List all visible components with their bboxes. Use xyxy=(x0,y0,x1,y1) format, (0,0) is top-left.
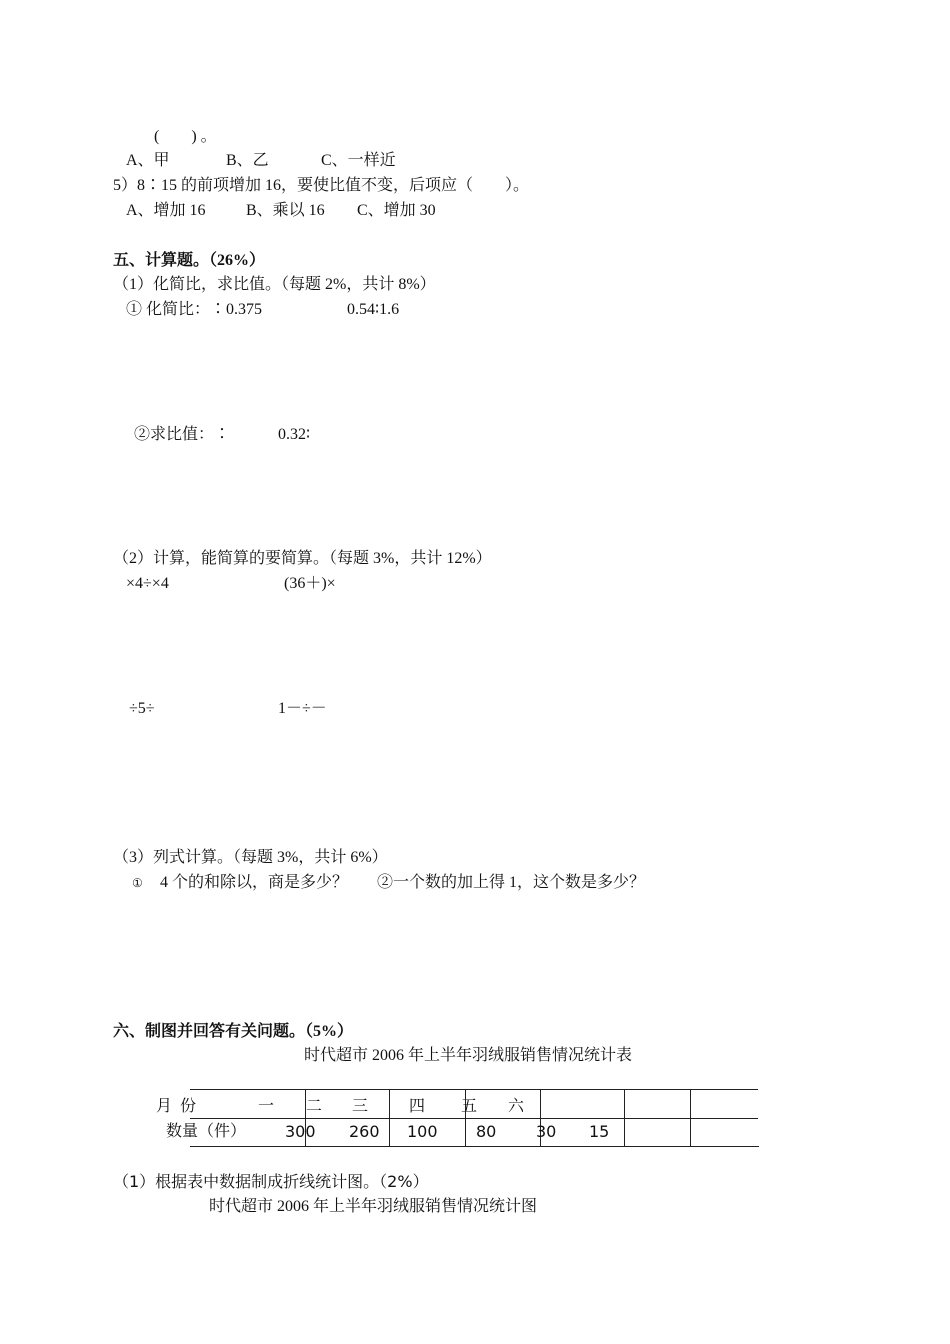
section6-question-1: （1）根据表中数据制成折线统计图。（2%） xyxy=(113,1172,429,1191)
section5-part3: （3）列式计算。（每题 3%，共计 6%） xyxy=(113,849,388,866)
calc-expression-2: (36＋)× xyxy=(284,575,336,592)
simplify-ratio-2: 0.54∶1.6 xyxy=(347,301,400,318)
table-title: 时代超市 2006 年上半年羽绒服销售情况统计表 xyxy=(304,1047,633,1064)
table-value-cell: 30 xyxy=(536,1122,557,1141)
table-value-cell: 80 xyxy=(476,1122,497,1141)
table-month-cell: 三 xyxy=(352,1098,369,1115)
ratio-value-2: 0.32∶ xyxy=(278,426,311,443)
table-value-cell: 15 xyxy=(589,1122,610,1141)
q4-option-a: A、甲 xyxy=(126,152,170,169)
table-row-month-label: 月 份 xyxy=(156,1098,197,1115)
q5-option-c: C、增加 30 xyxy=(357,202,436,219)
q5-text: 5）8∶15 的前项增加 16，要使比值不变，后项应（ ）。 xyxy=(113,177,530,194)
q5-option-b: B、乘以 16 xyxy=(246,202,325,219)
table-value-cell: 260 xyxy=(349,1122,380,1141)
table-col-divider xyxy=(389,1089,390,1147)
table-month-cell: 五 xyxy=(461,1098,478,1115)
table-month-cell: 六 xyxy=(508,1098,525,1115)
section6-title: 六、制图并回答有关问题。（5%） xyxy=(113,1023,354,1040)
calc-expression-4: 1－÷－ xyxy=(278,700,327,717)
table-row-quantity-label: 数量（件） xyxy=(166,1123,247,1140)
table-rule-middle xyxy=(190,1118,758,1119)
table-month-cell: 一 xyxy=(258,1098,275,1115)
table-value-cell: 300 xyxy=(285,1122,316,1141)
table-col-divider xyxy=(624,1089,625,1147)
section5-title: 五、计算题。（26%） xyxy=(113,252,266,269)
calc-expression-1: ×4÷×4 xyxy=(126,575,169,592)
table-rule-top xyxy=(190,1089,758,1090)
word-problem-1: 4 个的和除以，商是多少？ xyxy=(160,874,349,891)
q5-option-a: A、增加 16 xyxy=(126,202,206,219)
q4-answer-paren: ( ) 。 xyxy=(154,128,217,145)
table-value-cell: 100 xyxy=(407,1122,438,1141)
calc-expression-3: ÷5÷ xyxy=(129,700,155,717)
table-month-cell: 二 xyxy=(306,1098,323,1115)
section5-part2: （2）计算，能简算的要简算。（每题 3%，共计 12%） xyxy=(113,550,492,567)
simplify-ratio-1: ① 化简比：∶0.375 xyxy=(126,301,263,318)
table-month-cell: 四 xyxy=(409,1098,426,1115)
table-col-divider xyxy=(690,1089,691,1147)
word-problem-2: ②一个数的加上得 1，这个数是多少？ xyxy=(377,874,646,891)
q4-option-b: B、乙 xyxy=(226,152,269,169)
chart-title: 时代超市 2006 年上半年羽绒服销售情况统计图 xyxy=(209,1198,538,1215)
word-problem-1-mark: ① xyxy=(132,876,143,890)
ratio-value-1: ②求比值：∶ xyxy=(134,426,231,443)
section5-part1: （1）化简比，求比值。（每题 2%，共计 8%） xyxy=(113,276,436,293)
q4-option-c: C、一样近 xyxy=(321,152,396,169)
table-rule-bottom xyxy=(190,1146,759,1147)
